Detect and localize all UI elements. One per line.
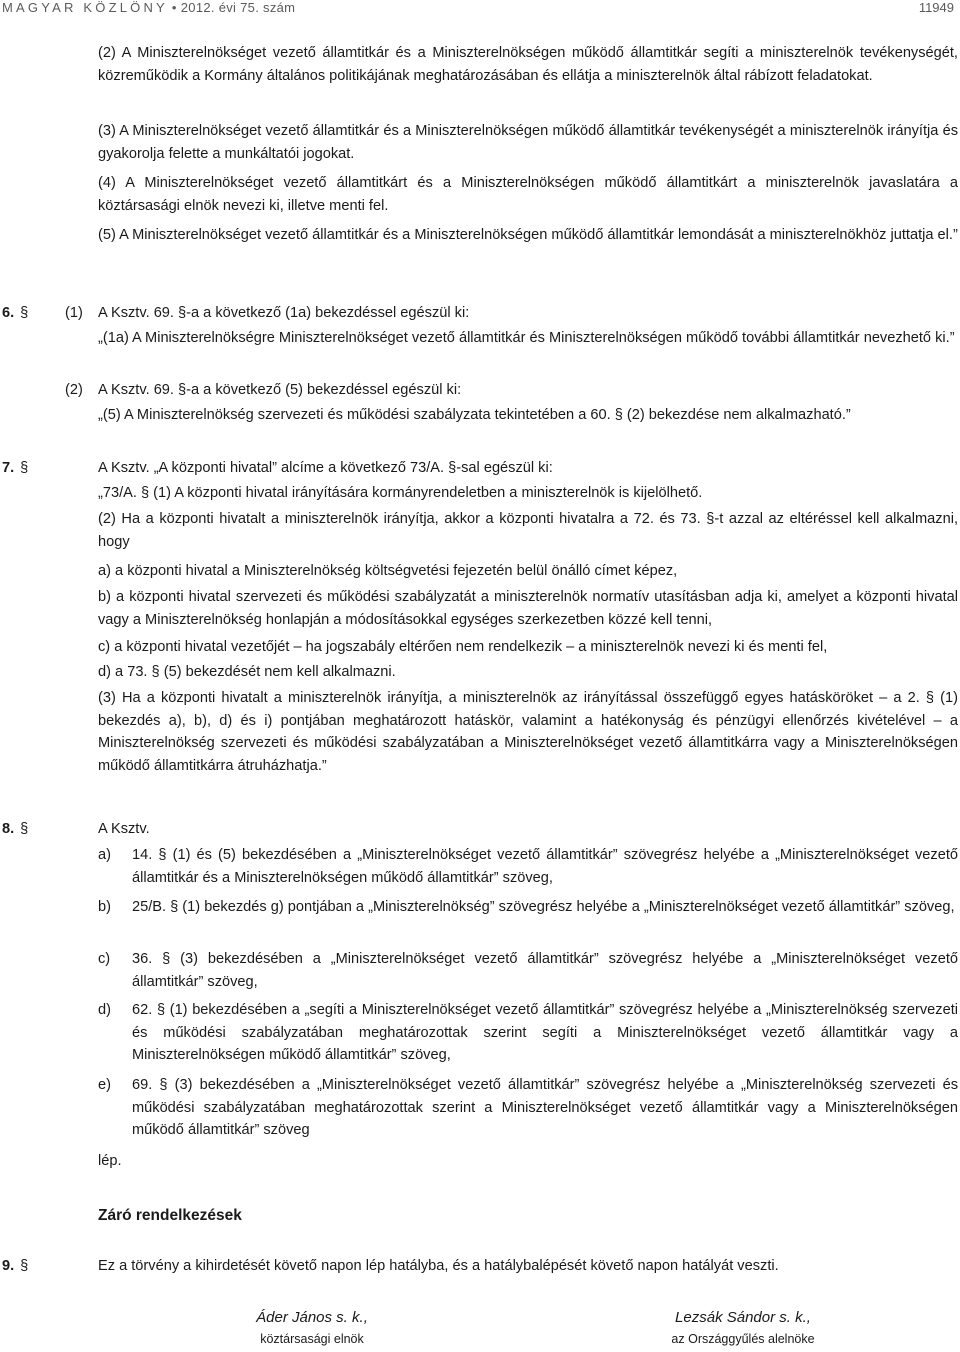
section-8-closing: lép. <box>98 1153 122 1169</box>
signature-role: köztársasági elnök <box>260 1332 364 1346</box>
signature-name: Áder János s. k., <box>256 1309 368 1326</box>
section-9-text: Ez a törvény a kihirdetését követő napon lép hatályba, és a hatálybalépését követő napon hatályát veszti. <box>98 1258 779 1274</box>
section-8-item-d-label: d) <box>98 1002 111 1018</box>
section-8-item-e-label: e) <box>98 1077 111 1093</box>
section-8-item-e-text: 69. § (3) bekezdésében a „Miniszterelnökséget vezető államtitkár” szövegrész helyébe a „Miniszterelnökség szervezeti és működési szabályzatában meghatározottak szerint a Miniszterelnökséget vezető államtitkár vagy a Miniszterelnökségen működő államtitkár” szöveg <box>132 1077 958 1138</box>
section-7-point-d: d) a 73. § (5) bekezdését nem kell alkalmazni. <box>98 664 396 680</box>
intro-paragraph-5: (5) A Miniszterelnökséget vezető államtitkár és a Miniszterelnökségen működő államtitkár lemondását a miniszterelnökhöz juttatja el.” <box>98 227 958 243</box>
section-7-point-c: c) a központi hivatal vezetőjét – ha jogszabály eltérően nem rendelkezik – a miniszterelnök nevezi ki és menti fel, <box>98 639 828 655</box>
closing-heading: Záró rendelkezések <box>98 1207 242 1224</box>
section-8-item-a-label: a) <box>98 847 111 863</box>
signature-vice-speaker <box>648 1308 838 1348</box>
intro-paragraph-4: (4) A Miniszterelnökséget vezető államtitkárt és a Miniszterelnökségen működő államtitkárt a miniszterelnök javaslatára a köztársasági elnök nevezi ki, illetve menti fel. <box>98 175 958 214</box>
section-8-item-a-text: 14. § (1) és (5) bekezdésében a „Miniszterelnökséget vezető államtitkár” szövegrész helyébe a „Miniszterelnökséget vezető államtitkár és a Miniszterelnökségen működő államtitkár” szöveg, <box>132 847 958 886</box>
section-6-sub2-label: (2) <box>65 382 83 398</box>
section-6-sub1-text: A Ksztv. 69. §-a a következő (1a) bekezdéssel egészül ki: <box>98 305 470 321</box>
section-8-item-c-label: c) <box>98 951 111 967</box>
section-9-number: 9. § <box>2 1258 29 1274</box>
intro-paragraph-3: (3) A Miniszterelnökséget vezető államtitkár és a Miniszterelnökségen működő államtitkár tevékenységét a miniszterelnök irányítja és gyakorolja felette a munkáltatói jogokat. <box>98 123 958 162</box>
section-8-number: 8. § <box>2 821 29 837</box>
journal-header <box>2 0 295 15</box>
signature-name: Lezsák Sándor s. k., <box>675 1309 811 1326</box>
section-7-paragraph-3: (3) Ha a központi hivatalt a miniszterelnök irányítja, a miniszterelnök az irányítással összefüggő egyes hatásköröket – a 2. § (1) bekezdés a), b), d) és i) pontjában meghatározott hatáskör, valamint a hatékonyság és pénzügyi ellenőrzés kivételével – a Miniszterelnökség szervezeti és működési szabályzatában a Miniszterelnökséget vezető államtitkárra vagy a Miniszterelnökségen működő államtitkárra átruházhatja.” <box>98 690 958 774</box>
section-7-intro: A Ksztv. „A központi hivatal” alcíme a következő 73/A. §-sal egészül ki: <box>98 460 553 476</box>
section-6-sub1-quote: „(1a) A Miniszterelnökségre Miniszterelnökséget vezető államtitkár és Miniszterelnökségen működő további államtitkár nevezhető ki.” <box>98 330 955 346</box>
section-7-paragraph-2: (2) Ha a központi hivatalt a miniszterelnök irányítja, akkor a központi hivatalra a 72. és 73. §-t azzal az eltéréssel kell alkalmazni, hogy <box>98 511 958 550</box>
page-number: 11949 <box>918 0 954 15</box>
section-8-item-c-text: 36. § (3) bekezdésében a „Miniszterelnökséget vezető államtitkár” szövegrész helyébe a „Miniszterelnökséget vezető államtitkár” szöveg, <box>132 951 958 990</box>
section-7-point-a: a) a központi hivatal a Miniszterelnökség költségvetési fejezetén belül önálló címet képez, <box>98 563 678 579</box>
section-8-item-b-label: b) <box>98 899 111 915</box>
signature-role: az Országgyűlés alelnöke <box>671 1332 815 1346</box>
section-7-point-b: b) a központi hivatal szervezeti és működési szabályzatát a miniszterelnök normatív utasításban adja ki, amelyet a központi hivatal vagy a Miniszterelnökség honlapján a módosításokkal egységes szerkezetben közzé kell tenni, <box>98 589 958 628</box>
journal-title: MAGYAR KÖZLÖNY <box>2 0 168 15</box>
section-7-number: 7. § <box>2 460 29 476</box>
section-6-number: 6. § <box>2 305 29 321</box>
section-8-item-d-text: 62. § (1) bekezdésében a „segíti a Miniszterelnökséget vezető államtitkár” szövegrész helyébe a „Miniszterelnökség szervezeti és működési szabályzatában meghatározottak szerint segíti a Miniszterelnökséget vezető államtitkár vagy a Miniszterelnökségen működő államtitkár” szöveg, <box>132 1002 958 1063</box>
section-7-paragraph-1: „73/A. § (1) A központi hivatal irányítására kormányrendeletben a miniszterelnök is kijelölhető. <box>98 485 703 501</box>
section-6-sub2-quote: „(5) A Miniszterelnökség szervezeti és működési szabályzata tekintetében a 60. § (2) bekezdése nem alkalmazható.” <box>98 407 851 423</box>
intro-paragraph-2: (2) A Miniszterelnökséget vezető államtitkár és a Miniszterelnökségen működő államtitkár segíti a miniszterelnök tevékenységét, közreműködik a Kormány általános politikájának meghatározásában és ellátja a miniszterelnök által rábízott feladatokat. <box>98 45 958 84</box>
section-8-item-b-text: 25/B. § (1) bekezdés g) pontjában a „Miniszterelnökség” szövegrész helyébe a „Miniszterelnökséget vezető államtitkár” szöveg, <box>132 899 955 915</box>
issue-label: 2012. évi 75. szám <box>180 0 296 15</box>
section-6-sub2-text: A Ksztv. 69. §-a a következő (5) bekezdéssel egészül ki: <box>98 382 462 398</box>
header-separator: • <box>171 0 177 15</box>
section-6-sub1-label: (1) <box>65 305 83 321</box>
signature-president <box>222 1308 402 1348</box>
section-8-intro: A Ksztv. <box>98 821 150 837</box>
page-header <box>0 0 960 18</box>
